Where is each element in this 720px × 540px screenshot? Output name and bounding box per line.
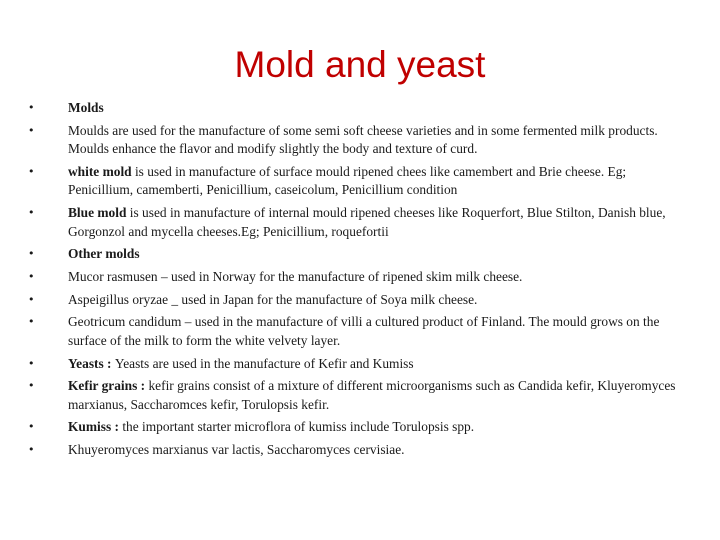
list-item — [26, 355, 694, 374]
item-text: the important starter microflora of kumiss include Torulopsis spp. — [122, 419, 475, 435]
list-item — [26, 418, 694, 437]
item-lead: Yeasts : — [68, 355, 115, 371]
item-text: Geotricum candidum – used in the manufacture of villi a cultured product of Finland. The mould grows on the surface of the milk to form the white velvety layer. — [68, 314, 660, 348]
bullet-icon: • — [28, 123, 35, 137]
bullet-icon: • — [28, 269, 35, 283]
bullet-icon: • — [28, 164, 35, 178]
item-lead: Kefir grains : — [68, 378, 149, 394]
list-item — [26, 204, 694, 241]
bullet-icon: • — [28, 420, 35, 434]
item-lead: white mold — [68, 163, 132, 179]
bullet-list — [26, 99, 694, 464]
slide-title: Mold and yeast — [234, 44, 486, 85]
item-text: is used in manufacture of surface mould ripened chees like camembert and Brie cheese. Eg; Penicillium, camemberti, Penicillium, caseicolum, Penicillium condition — [68, 163, 627, 198]
bullet-icon: • — [28, 101, 35, 114]
item-text: Aspeigillus oryzae _ used in Japan for the manufacture of Soya milk cheese. — [68, 291, 478, 307]
list-item — [26, 245, 694, 264]
item-text: Yeasts are used in the manufacture of Kefir and Kumiss — [114, 355, 414, 371]
bullet-icon: • — [28, 247, 35, 261]
list-item — [26, 163, 694, 200]
bullet-icon: • — [28, 315, 35, 329]
bullet-icon: • — [28, 206, 35, 220]
list-item — [26, 441, 694, 460]
item-text: Moulds are used for the manufacture of some semi soft cheese varieties and in some fermented milk products. Moulds enhance the flavor and modify slightly the body and texture of curd. — [68, 122, 658, 157]
list-item — [26, 313, 694, 350]
list-item — [26, 122, 694, 159]
list-item — [26, 377, 694, 414]
item-lead: Blue mold — [68, 205, 127, 221]
list-item — [26, 268, 694, 287]
item-lead: Other molds — [68, 246, 140, 262]
bullet-icon: • — [28, 292, 35, 306]
item-text: kefir grains consist of a mixture of different microorganisms such as Candida kefir, Kluyeromyces marxianus, Saccharomces kefir, Torulopsis kefir. — [68, 378, 676, 412]
list-item — [26, 99, 694, 118]
list-item — [26, 291, 694, 310]
item-text: Mucor rasmusen – used in Norway for the manufacture of ripened skim milk cheese. — [68, 268, 523, 284]
item-lead: Molds — [68, 100, 104, 115]
bullet-icon: • — [28, 379, 35, 393]
item-text: is used in manufacture of internal mould ripened cheeses like Roquerfort, Blue Stilton, Danish blue, Gorgonzol and mycella cheeses.Eg; Penicillium, roquefortii — [68, 205, 666, 239]
item-text: Khuyeromyces marxianus var lactis, Saccharomyces cervisiae. — [68, 442, 405, 458]
item-lead: Kumiss : — [68, 419, 123, 435]
bullet-icon: • — [28, 356, 35, 370]
bullet-icon: • — [28, 443, 35, 457]
